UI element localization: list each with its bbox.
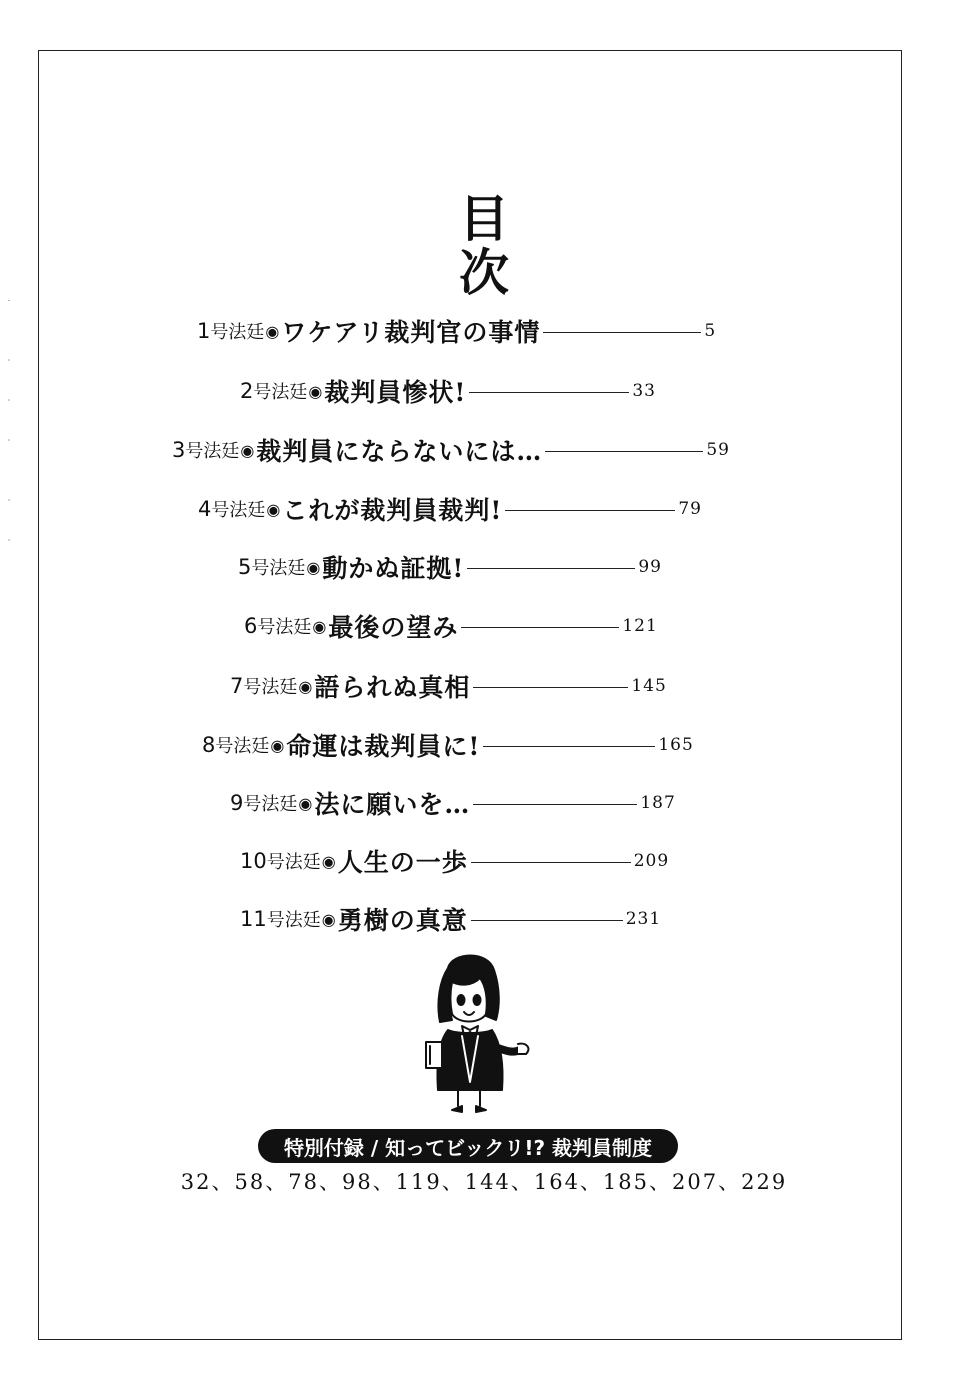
- leader-line: [473, 804, 637, 805]
- leader-line: [467, 568, 635, 569]
- entry-court-label: 号法廷: [211, 500, 266, 521]
- bullet-icon: ◉: [270, 735, 285, 755]
- leader-line: [483, 746, 655, 747]
- entry-court-label: 号法廷: [266, 852, 321, 873]
- entry-page: 209: [633, 851, 670, 871]
- entry-page: 33: [632, 381, 656, 401]
- entry-number: 8: [202, 733, 216, 757]
- entry-title: 命運は裁判員に!: [286, 732, 481, 761]
- entry-page: 121: [622, 616, 658, 636]
- entry-court-label: 号法廷: [257, 617, 312, 638]
- appendix-page-list: 32、58、78、98、119、144、164、185、207、229: [180, 1170, 788, 1194]
- toc-entry-7: [230, 668, 667, 704]
- bullet-icon: ◉: [321, 851, 336, 871]
- entry-number: 3: [172, 438, 186, 462]
- entry-number: 5: [238, 555, 252, 579]
- bullet-icon: ◉: [312, 616, 327, 636]
- toc-entry-3: [172, 432, 730, 468]
- bullet-icon: ◉: [308, 381, 323, 401]
- bullet-icon: ◉: [298, 676, 313, 696]
- entry-number: 2: [240, 379, 254, 403]
- bullet-icon: ◉: [298, 793, 313, 813]
- entry-title: 裁判員惨状!: [324, 378, 467, 407]
- toc-entry-9: [230, 785, 676, 821]
- entry-court-label: 号法廷: [185, 441, 240, 462]
- entry-court-label: 号法廷: [215, 736, 270, 757]
- title-char-1: 目: [459, 190, 509, 248]
- toc-entry-2: [240, 373, 656, 409]
- leader-line: [543, 332, 701, 333]
- entry-title: 勇樹の真意: [337, 906, 468, 935]
- scan-specks: [4, 300, 14, 600]
- entry-page: 59: [706, 440, 730, 460]
- entry-page: 99: [638, 557, 662, 577]
- leader-line: [473, 687, 628, 688]
- entry-court-label: 号法廷: [210, 322, 265, 343]
- bullet-icon: ◉: [240, 440, 255, 460]
- leader-line: [461, 627, 619, 628]
- entry-page: 165: [658, 735, 694, 755]
- leader-line: [471, 920, 623, 921]
- entry-title: ワケアリ裁判官の事情: [281, 318, 541, 347]
- entry-number: 7: [230, 674, 244, 698]
- appendix-badge: [258, 1129, 678, 1163]
- entry-number: 11: [240, 907, 267, 931]
- toc-entry-1: [197, 313, 716, 349]
- entry-page: 231: [625, 909, 662, 929]
- bullet-icon: ◉: [266, 499, 281, 519]
- entry-number: 9: [230, 791, 244, 815]
- entry-court-label: 号法廷: [266, 910, 321, 931]
- entry-title: 人生の一歩: [337, 848, 468, 877]
- toc-entry-4: [198, 491, 702, 527]
- entry-page: 79: [678, 499, 702, 519]
- entry-page: 145: [631, 676, 667, 696]
- entry-number: 1: [197, 319, 211, 343]
- entry-number: 10: [240, 849, 267, 873]
- mascot-illustration: [400, 950, 540, 1120]
- entry-title: 語られぬ真相: [314, 673, 471, 702]
- toc-entry-6: [244, 608, 658, 644]
- entry-title: 最後の望み: [328, 613, 459, 642]
- entry-number: 4: [198, 497, 212, 521]
- leader-line: [545, 451, 703, 452]
- entry-court-label: 号法廷: [251, 558, 306, 579]
- entry-title: 裁判員にならないには…: [256, 437, 543, 466]
- toc-entry-11: [240, 901, 661, 937]
- entry-page: 187: [640, 793, 676, 813]
- appendix-label: 特別付録 / 知ってビックリ!? 裁判員制度: [283, 1135, 653, 1160]
- entry-page: 5: [704, 321, 717, 341]
- bullet-icon: ◉: [321, 909, 336, 929]
- leader-line: [471, 862, 631, 863]
- entry-court-label: 号法廷: [243, 794, 298, 815]
- bullet-icon: ◉: [306, 557, 321, 577]
- entry-title: これが裁判員裁判!: [282, 496, 503, 525]
- toc-entry-8: [202, 727, 694, 763]
- entry-court-label: 号法廷: [243, 677, 298, 698]
- title-char-2: 次: [459, 244, 509, 302]
- toc-entry-10: [240, 843, 669, 879]
- toc-entry-5: [238, 549, 662, 585]
- bullet-icon: ◉: [265, 321, 280, 341]
- entry-court-label: 号法廷: [253, 382, 308, 403]
- entry-title: 動かぬ証拠!: [322, 554, 465, 583]
- leader-line: [469, 392, 629, 393]
- leader-line: [505, 510, 675, 511]
- entry-number: 6: [244, 614, 258, 638]
- entry-title: 法に願いを…: [314, 790, 471, 819]
- page-title: [0, 192, 968, 300]
